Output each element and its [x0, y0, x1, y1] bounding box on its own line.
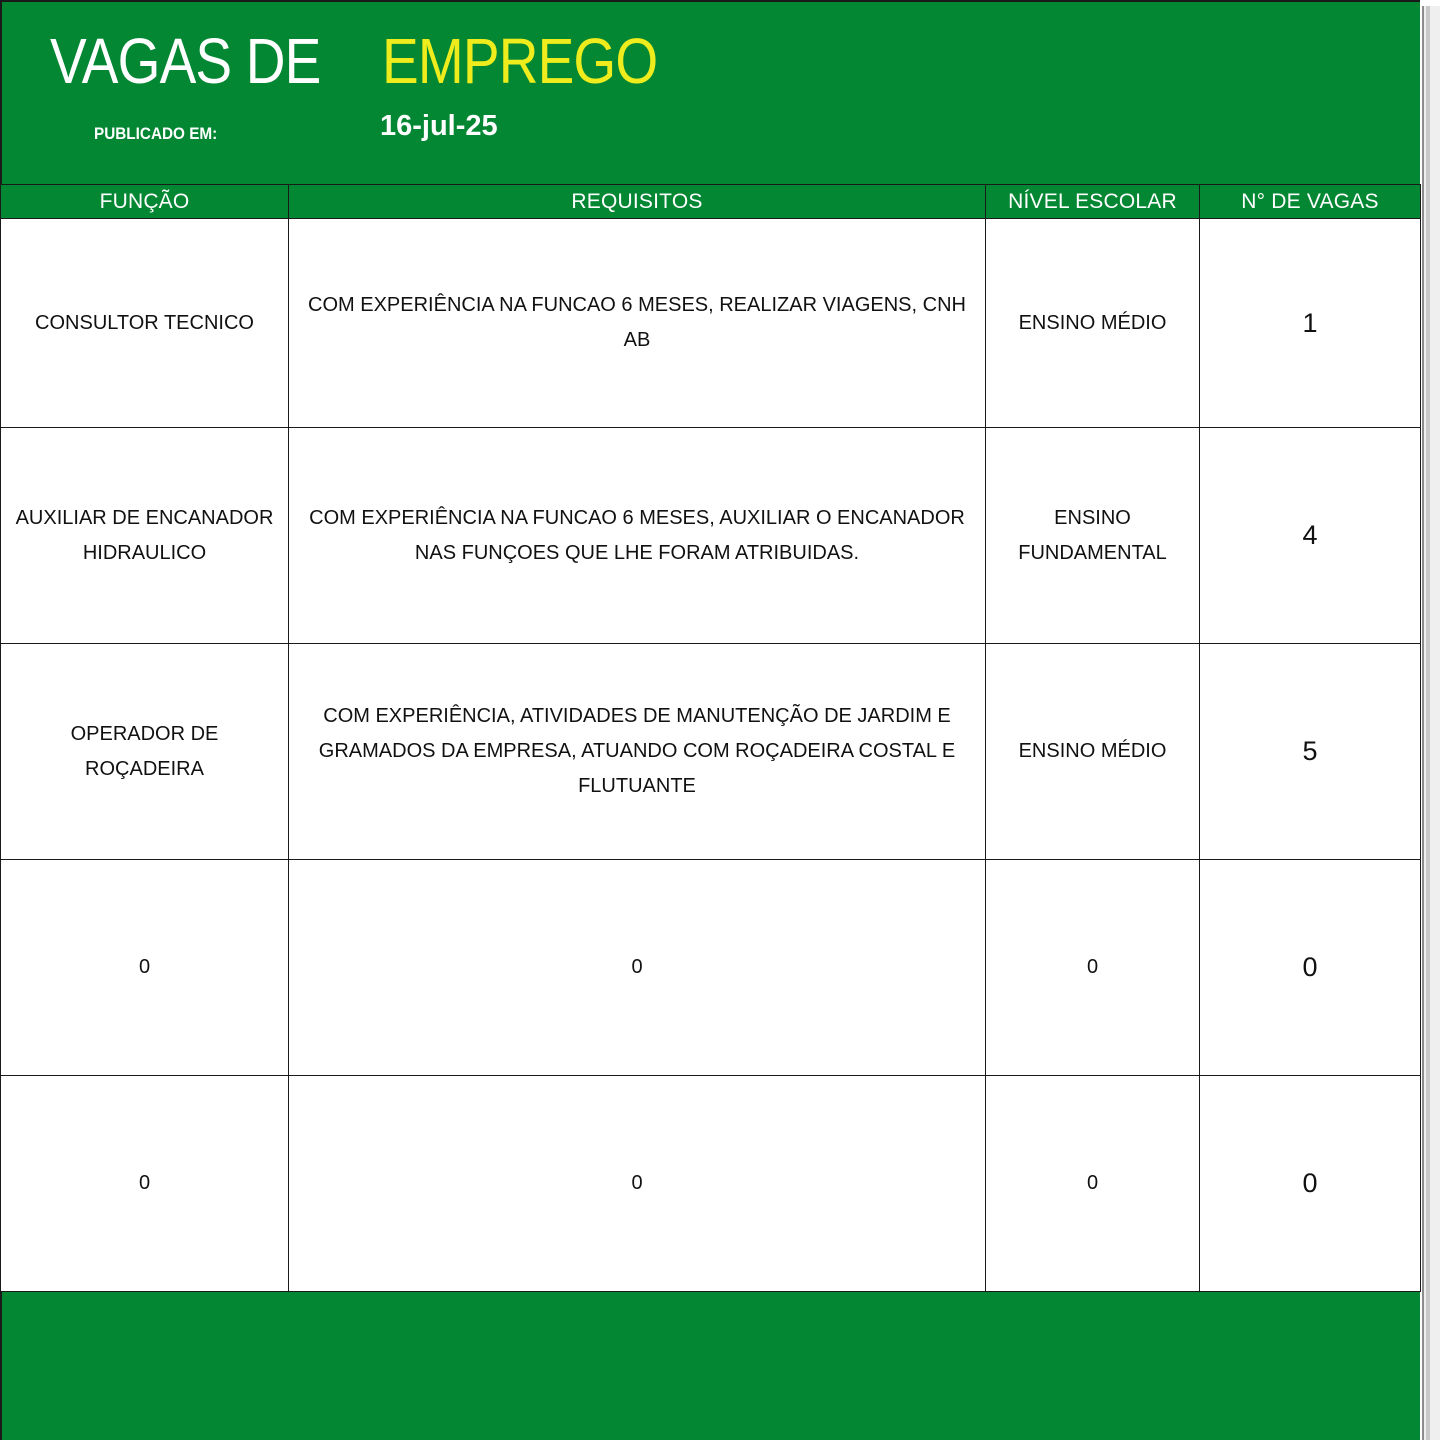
cell-requisitos: COM EXPERIÊNCIA NA FUNCAO 6 MESES, AUXILIAR O ENCANADOR NAS FUNÇOES QUE LHE FORAM ATRIBUIDAS. — [289, 428, 986, 644]
cell-vagas: 4 — [1200, 428, 1421, 644]
table-row — [1, 860, 1421, 1076]
published-date: 16-jul-25 — [380, 110, 498, 142]
cell-vagas: 1 — [1200, 219, 1421, 428]
cell-nivel-escolar: ENSINO MÉDIO — [986, 644, 1200, 860]
column-header-funcao: FUNÇÃO — [1, 185, 289, 219]
table-row — [1, 219, 1421, 428]
title-emprego: EMPREGO — [382, 25, 658, 97]
title-vagas-de: VAGAS DE — [50, 25, 321, 97]
table-row — [1, 428, 1421, 644]
cell-funcao: OPERADOR DE ROÇADEIRA — [1, 644, 289, 860]
column-header-nivel-escolar: NÍVEL ESCOLAR — [986, 185, 1200, 219]
cell-funcao: 0 — [1, 860, 289, 1076]
cell-requisitos: COM EXPERIÊNCIA, ATIVIDADES DE MANUTENÇÃO DE JARDIM E GRAMADOS DA EMPRESA, ATUANDO COM ROÇADEIRA COSTAL E FLUTUANTE — [289, 644, 986, 860]
column-header-numero-vagas: N° DE VAGAS — [1200, 185, 1421, 219]
cell-nivel-escolar: 0 — [986, 860, 1200, 1076]
footer-band — [0, 1292, 1420, 1440]
column-header-requisitos: REQUISITOS — [289, 185, 986, 219]
published-label: PUBLICADO EM: — [94, 124, 218, 143]
table-row — [1, 644, 1421, 860]
cell-nivel-escolar: 0 — [986, 1076, 1200, 1292]
cell-requisitos: 0 — [289, 860, 986, 1076]
vertical-scrollbar[interactable] — [1422, 6, 1440, 1440]
cell-requisitos: 0 — [289, 1076, 986, 1292]
header-banner — [0, 0, 1420, 184]
scrollbar-thumb[interactable] — [1426, 6, 1430, 1440]
cell-funcao: CONSULTOR TECNICO — [1, 219, 289, 428]
table-row — [1, 1076, 1421, 1292]
cell-requisitos: COM EXPERIÊNCIA NA FUNCAO 6 MESES, REALIZAR VIAGENS, CNH AB — [289, 219, 986, 428]
table-header-row — [1, 185, 1421, 219]
cell-vagas: 0 — [1200, 1076, 1421, 1292]
cell-nivel-escolar: ENSINO MÉDIO — [986, 219, 1200, 428]
cell-vagas: 5 — [1200, 644, 1421, 860]
cell-nivel-escolar: ENSINO FUNDAMENTAL — [986, 428, 1200, 644]
job-openings-table — [0, 184, 1421, 1292]
cell-vagas: 0 — [1200, 860, 1421, 1076]
cell-funcao: AUXILIAR DE ENCANADOR HIDRAULICO — [1, 428, 289, 644]
cell-funcao: 0 — [1, 1076, 289, 1292]
